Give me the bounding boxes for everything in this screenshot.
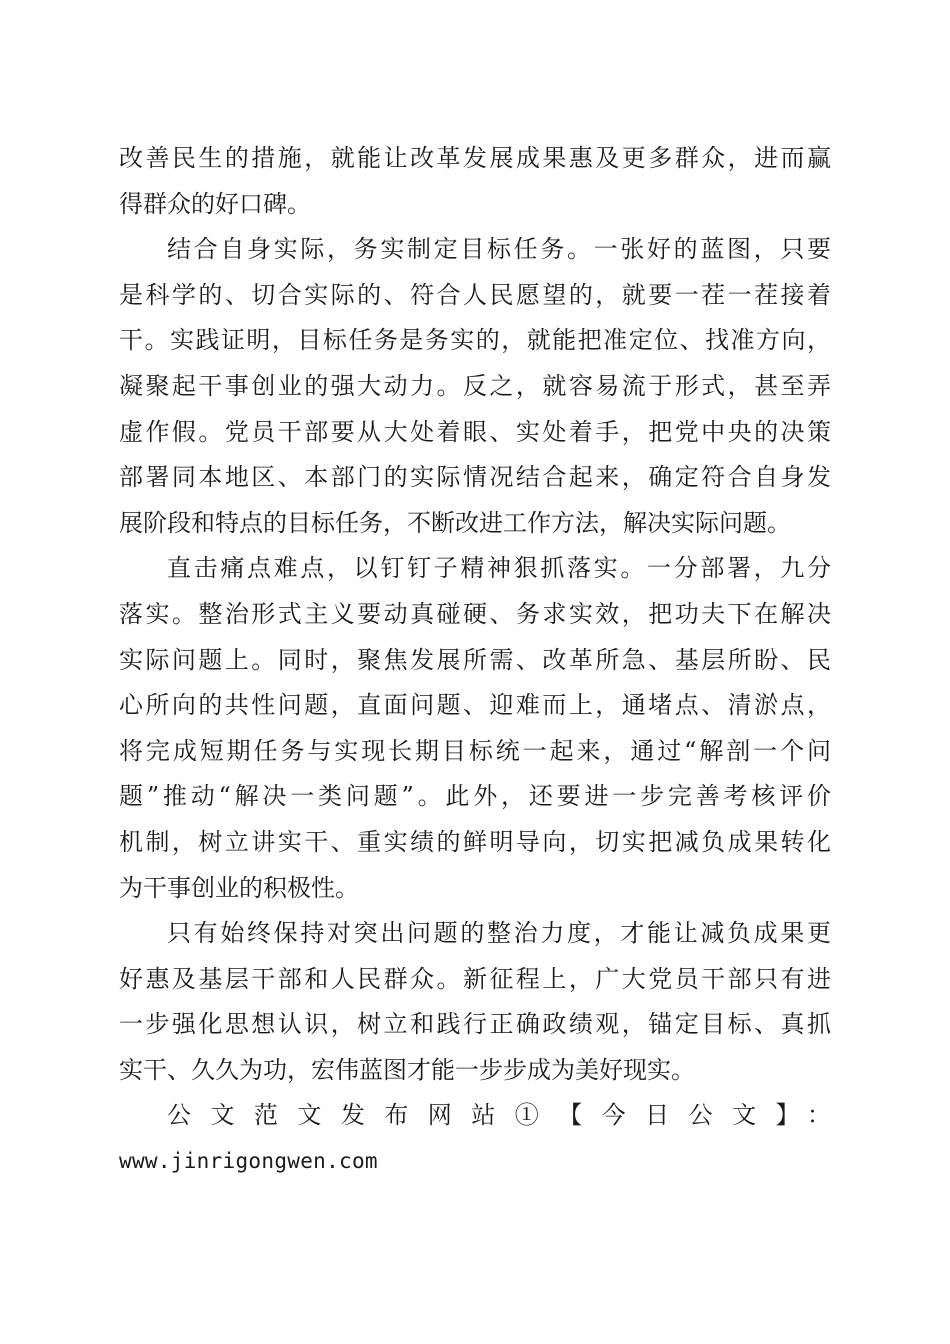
paragraph-continuation <box>119 136 831 227</box>
text-line: 是科学的、切合实际的、符合人民愿望的，就要一茬一茬接着 <box>119 280 831 309</box>
text-line: 凝聚起干事创业的强大动力。反之，就容易流于形式，甚至弄 <box>119 371 831 400</box>
source-url[interactable]: www.jinrigongwen.com <box>119 1149 378 1174</box>
text-line: 实干、久久为功，宏伟蓝图才能一步步成为美好现实。 <box>119 1055 695 1084</box>
text-line: 为干事创业的积极性。 <box>119 873 359 902</box>
source-label: 公文范文发布网站①【今日公文】： <box>167 1101 831 1130</box>
text-line: 虚作假。党员干部要从大处着眼、实处着手，把党中央的决策 <box>119 417 831 446</box>
text-line: 好惠及基层干部和人民群众。新征程上，广大党员干部只有进 <box>119 964 831 993</box>
text-line: 直击痛点难点，以钉钉子精神狠抓落实。一分部署，九分 <box>167 554 831 583</box>
paragraph-conclusion <box>119 911 831 1093</box>
text-line: 心所向的共性问题，直面问题、迎难而上，通堵点、清淤点， <box>119 691 831 720</box>
paragraph-goals <box>119 227 831 546</box>
text-line: 落实。整治形式主义要动真碰硬、务求实效，把功夫下在解决 <box>119 599 831 628</box>
text-line: 得群众的好口碑。 <box>119 189 311 218</box>
text-line: 部署同本地区、本部门的实际情况结合起来，确定符合自身发 <box>119 463 831 492</box>
text-line: 题”推动“解决一类问题”。此外，还要进一步完善考核评价 <box>119 782 831 811</box>
text-line: 改善民生的措施，就能让改革发展成果惠及更多群众，进而赢 <box>119 144 831 172</box>
text-line: 展阶段和特点的目标任务，不断改进工作方法，解决实际问题。 <box>119 508 791 537</box>
document-page <box>119 136 831 1185</box>
text-line: 实际问题上。同时，聚焦发展所需、改革所急、基层所盼、民 <box>119 645 831 674</box>
text-line: 将完成短期任务与实现长期目标统一起来，通过“解剖一个问 <box>119 736 831 765</box>
source-footer <box>119 1093 831 1184</box>
paragraph-pain-points <box>119 546 831 911</box>
text-line: 干。实践证明，目标任务是务实的，就能把准定位、找准方向， <box>119 326 831 355</box>
text-line: 机制，树立讲实干、重实绩的鲜明导向，切实把减负成果转化 <box>119 827 831 856</box>
text-line: 只有始终保持对突出问题的整治力度，才能让减负成果更 <box>167 919 831 948</box>
text-line: 一步强化思想认识，树立和践行正确政绩观，锚定目标、真抓 <box>119 1010 831 1039</box>
text-line: 结合自身实际，务实制定目标任务。一张好的蓝图，只要 <box>167 235 831 264</box>
